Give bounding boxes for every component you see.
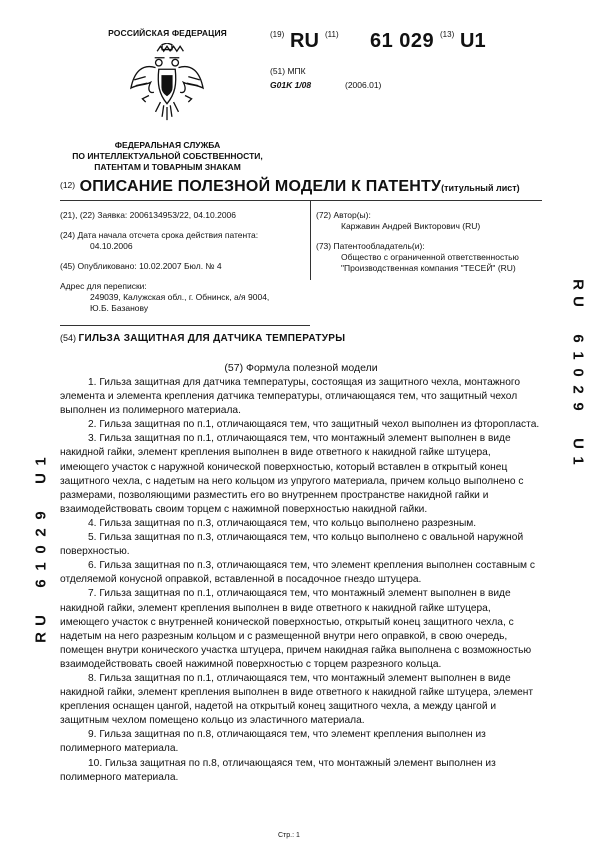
side-char: 1 bbox=[32, 562, 50, 571]
ipc-class: G01K 1/08 bbox=[270, 80, 312, 90]
agency-name bbox=[55, 140, 280, 173]
agency-line: ПАТЕНТАМ И ТОВАРНЫМ ЗНАКАМ bbox=[94, 162, 241, 172]
holder-label: (73) Патентообладатель(и): bbox=[316, 241, 425, 251]
side-char: R bbox=[32, 632, 50, 643]
inid-code-19: (19) bbox=[270, 30, 285, 39]
side-char: 0 bbox=[569, 368, 587, 377]
ipc-label: (51) МПК bbox=[270, 66, 306, 76]
divider-middle bbox=[310, 200, 311, 280]
ipc-date: (2006.01) bbox=[345, 80, 382, 90]
invention-title bbox=[60, 333, 345, 344]
document-title bbox=[60, 178, 560, 196]
address-line: Ю.Б. Базанову bbox=[90, 303, 149, 313]
side-char: U bbox=[569, 296, 587, 307]
side-char: 9 bbox=[32, 511, 50, 520]
document-number: 61 029 bbox=[370, 30, 435, 52]
inid-code-54: (54) bbox=[60, 333, 77, 343]
agency-line: ПО ИНТЕЛЛЕКТУАЛЬНОЙ СОБСТВЕННОСТИ, bbox=[72, 151, 263, 161]
holder-line: Общество с ограниченной ответственностью bbox=[341, 252, 519, 262]
divider-left-column bbox=[60, 325, 310, 326]
country-code: RU bbox=[290, 30, 319, 52]
inid-code-11: (11) bbox=[325, 30, 339, 39]
page-number: Стр.: 1 bbox=[278, 832, 300, 839]
side-char: 0 bbox=[32, 545, 50, 554]
claim-paragraph: 4. Гильза защитная по п.3, отличающаяся тем, что кольцо выполнено разрезным. bbox=[88, 517, 477, 529]
claim-paragraph: 8. Гильза защитная по п.1, отличающаяся тем, что монтажный элемент выполнен в виде накидной гайки, элемент крепления выполнен в виде ответного к накидной гайке штуцера, элемент крепления оснащен цангой, надетой на открытый конец защитного чехла, а между цангой и защитным чехлом помещено кольцо из эластичного материала. bbox=[60, 672, 534, 727]
application-field: (21), (22) Заявка: 2006134953/22, 04.10.2006 bbox=[60, 210, 237, 220]
bibliography-left bbox=[60, 210, 305, 314]
holder-line: "Производственная компания "ТЕСЕЙ" (RU) bbox=[341, 263, 516, 273]
side-char: 2 bbox=[569, 385, 587, 394]
published-field: (45) Опубликовано: 10.02.2007 Бюл. № 4 bbox=[60, 261, 222, 271]
agency-line: ФЕДЕРАЛЬНАЯ СЛУЖБА bbox=[114, 140, 221, 150]
side-char: 9 bbox=[569, 402, 587, 411]
address-line: 249039, Калужская обл., г. Обнинск, а/я 9004, bbox=[90, 292, 270, 302]
side-char: U bbox=[569, 438, 587, 449]
inid-code-13: (13) bbox=[440, 30, 455, 39]
bibliography-right bbox=[316, 210, 546, 274]
side-identifier-left bbox=[33, 453, 49, 646]
claim-paragraph: 7. Гильза защитная по п.1, отличающаяся тем, что монтажный элемент выполнен в виде накидной гайки, элемент крепления выполнен в виде ответного к накидной гайке штуцера, имеющего участок с внутренней конической поверхностью, открытый конец защитного чехла, с надетым на него разрезным кольцом и с размещенной внутри него оправкой, в свою очередь, помещен внутри конического участка штуцера, причем накидная гайка выполнена с возможностью взаимодействовать своей нажимной поверхностью с торцем разрезного кольца. bbox=[60, 588, 532, 670]
address-label: Адрес для переписки: bbox=[60, 281, 147, 291]
side-char: R bbox=[569, 279, 587, 290]
claim-paragraph: 6. Гильза защитная по п.3, отличающаяся тем, что элемент крепления выполнен составным с отделяемой конусной оправкой, вставленной в посадочное гнездо штуцера. bbox=[60, 560, 535, 586]
claim-paragraph: 9. Гильза защитная по п.8, отличающаяся тем, что элемент крепления выполнен из полимерного материала. bbox=[60, 729, 486, 755]
invention-title-text: ГИЛЬЗА ЗАЩИТНАЯ ДЛЯ ДАТЧИКА ТЕМПЕРАТУРЫ bbox=[78, 333, 346, 344]
side-char: 6 bbox=[32, 579, 50, 588]
formula-heading: (57) Формула полезной модели bbox=[224, 362, 378, 374]
document-title-main: ОПИСАНИЕ ПОЛЕЗНОЙ МОДЕЛИ К ПАТЕНТУ bbox=[79, 178, 442, 195]
author-label: (72) Автор(ы): bbox=[316, 210, 371, 220]
side-char: 1 bbox=[569, 456, 587, 465]
side-identifier-right bbox=[570, 276, 586, 469]
side-char: U bbox=[32, 473, 50, 484]
document-kind: U1 bbox=[460, 30, 486, 52]
author-value: Каржавин Андрей Викторович (RU) bbox=[341, 221, 481, 231]
claim-paragraph: 5. Гильза защитная по п.3, отличающаяся тем, что кольцо выполнено с овальной наружной поверхностью. bbox=[60, 532, 524, 558]
term-start-value: 04.10.2006 bbox=[90, 241, 133, 251]
coat-of-arms-emblem bbox=[126, 43, 208, 125]
term-start-label: (24) Дата начала отсчета срока действия патента: bbox=[60, 230, 259, 240]
claim-paragraph: 3. Гильза защитная по п.1, отличающаяся тем, что монтажный элемент выполнен в виде накидной гайки, элемент крепления выполнен в виде ответного к накидной гайке штуцера, имеющего участок с наружной конической поверхностью, который вставлен в открытый конец защитного чехла, с надетым на него кольцом из упругого материала, причем кольцо выполнено с размерами, позволяющими разместить его во внутреннем пространстве накидной гайки и взаимодействовать своим торцем с нажимной поверхностью накидной гайки. bbox=[60, 433, 524, 515]
side-char: 6 bbox=[569, 334, 587, 343]
side-char: 1 bbox=[32, 457, 50, 466]
inid-code-12: (12) bbox=[60, 180, 76, 190]
claim-paragraph: 2. Гильза защитная по п.1, отличающаяся тем, что защитный чехол выполнен из фторопласта. bbox=[88, 419, 540, 431]
claims-list bbox=[60, 376, 542, 785]
document-title-suffix: (титульный лист) bbox=[441, 183, 520, 193]
claim-paragraph: 10. Гильза защитная по п.8, отличающаяся тем, что монтажный элемент выполнен из полимерного материала. bbox=[60, 757, 496, 783]
country-name: РОССИЙСКАЯ ФЕДЕРАЦИЯ bbox=[108, 28, 227, 38]
side-char: 2 bbox=[32, 528, 50, 537]
divider-top bbox=[60, 200, 542, 201]
side-char: 1 bbox=[569, 351, 587, 360]
claim-paragraph: 1. Гильза защитная для датчика температуры, состоящая из защитного чехла, монтажного элемента и элемента крепления датчика температуры, отличающаяся тем, что защитный чехол выполнен из полимерного материала. bbox=[60, 377, 521, 417]
side-char: U bbox=[32, 615, 50, 626]
